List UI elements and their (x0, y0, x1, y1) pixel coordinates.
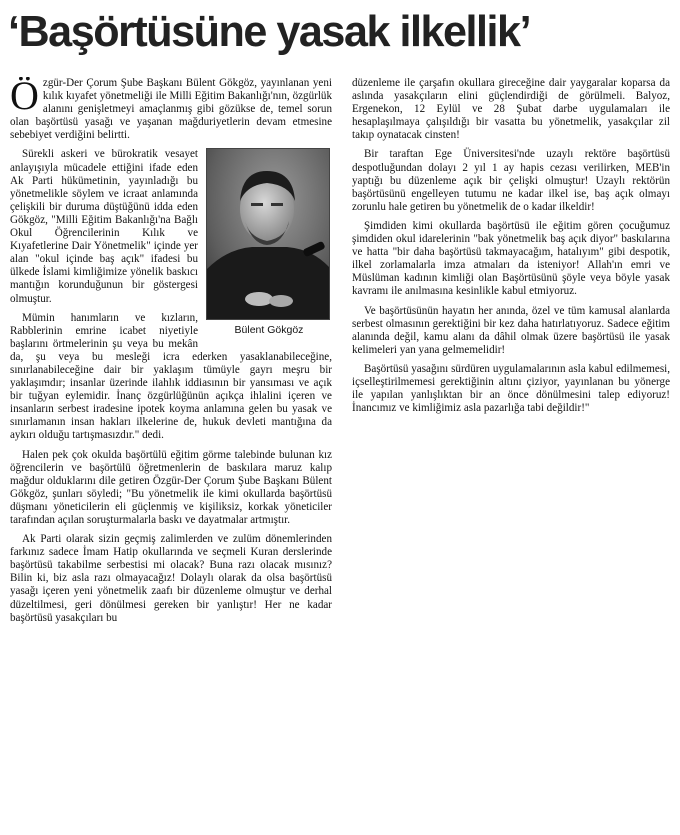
paragraph (10, 77, 332, 142)
left-column (10, 77, 332, 833)
paragraph: Ve başörtüsünün hayatın her anında, özel ve tüm kamusal alanlarda serbest olmasının gerektiğini bir kez daha hatırlatıyoruz. Sadece eğitim alanında değil, kamu alanı da dâhil olmak üzere başörtüsü ile yasak kelimeleri yan yana gelmemelidir! (352, 304, 670, 356)
dropcap: Ö (10, 77, 39, 118)
article-headline: ‘Başörtüsüne yasak ilkellik’ (8, 7, 531, 56)
paragraph: Sürekli askeri ve bürokratik vesayet anlayışıyla mücadele ettiğini ifade eden Ak Parti hükümetinin, yayınladığı bu yönetmelikle söylem ve icraat anlamında çelişkili bir duruma düştüğünü idda eden Gökgöz, "Milli Eğitim Bakanlığı'na Bağlı Okul Öğrencilerinin Kılık ve Kıyafetlerine Dair Yönetmelik" içinde yer alan "okul içinde baş açık" ifadesi bu ülkede İslami kimliğimize yönelik baskıcı mantığın korunduğunun bir göstergesi olmuştur. (10, 148, 198, 305)
paragraph: Şimdiden kimi okullarda başörtüsü ile eğitim gören çocuğumuz şimdiden okul idarelerinin "bak yönetmelik baş açık diyor" baskılarına ve hatta "bir daha başörtüsü takmayacağım, hatalıyım" gibi despotik, ilkel zorlamalarla imza atmaları da isteniyor! Allah'ın emri ve Müslüman kadının kimliği olan Başörtüsünü şöyle veya böyle yasak kavramı ile anılmasına kesinlikle kabul etmiyoruz. (352, 219, 670, 298)
portrait-photo (206, 148, 330, 320)
paragraph-text: zgür-Der Çorum Şube Başkanı Bülent Gökgöz, yayınlanan yeni kılık kıyafet yönetmeliği ile Milli Eğitim Bakanlığı'nın, özgürlük alanını genişletmeyi amaçlanmış gibi gözükse de, temel sorun olan başörtüsü yasağı ve yaşanan mağduriyetlerin devam etmesine sebebiyet verdiğini belirtti. (10, 77, 332, 142)
portrait-image (207, 149, 329, 319)
paragraph: Bir taraftan Ege Üniversitesi'nde uzaylı rektöre başörtüsü despotluğundan dolayı 2 yıl 1 ay hapis cezası verilirken, MEB'in yaptığı bu düzenleme açık bir çelişki olmuştur! Uzaylı rektörün başörtüsünü engelleyen tutumu ne kadar ilkel ise, baş açık olmayı zorunlu hale getiren bu yönetmelik de o kadar ilkeldir! (352, 148, 670, 213)
paragraph: Halen pek çok okulda başörtülü eğitim görme talebinde bulunan kız öğrencilerin ve başörtülü öğretmenlerin de baskılara maruz kalıp mağdur olduklarını dile getiren Özgür-Der Çorum Şube Başkanı Bülent Gökgöz, şunları söyledi; "Bu yönetmelik ile kimi okullarda başörtüsü düşmanı yöneticilerin eli güçlenmiş ve kişiliksiz, korkak yöneticiler tarafından açılan soruşturmalarla baskı ve dayatmalar artmıştır. (10, 448, 332, 526)
right-column (352, 77, 670, 487)
paragraph: Ak Parti olarak sizin geçmiş zalimlerden ve zulüm dönemlerinden farkınız sadece İmam Hatip okullarında ve seçmeli Kuran derslerinde başörtüsü takabilme serbestisi mi olacak? Buna razı olacak mısınız? Bilin ki, biz asla razı olmayacağız! Dolaylı olarak da olsa başörtüsü yasağı içeren yeni yönetmelik zaafı bir düzenleme olmuştur ve derhal düzeltilmesi, geri dönülmesi gereken bir yanlıştır! Her ne kadar başörtüsü yasakçıları bu (10, 533, 332, 624)
paragraph: düzenleme ile çarşafın okullara gireceğine dair yaygaralar koparsa da aslında yasakçıların elini güçlendirdiği de görülmeli. Balyoz, Ergenekon, 12 Eylül ve 28 Şubat darbe uygulamaları ile hesaplaşılmaya çalışıldığı bir vasatta bu yönetmelik, yasakçılar zil takıp oynatacak cinsten! (352, 77, 670, 142)
paragraph: Başörtüsü yasağını sürdüren uygulamalarının asla kabul edilmemesi, içselleştirilmemesi gerektiğinin altını çiziyor, yayınlanan bu yönerge ile yapılan yanlışlıktan bir an önce dönülmesini talep ediyoruz! İnancımız ve kimliğimiz asla pazarlığa tabi değildir!" (352, 362, 670, 415)
photo-figure (206, 148, 332, 337)
photo-caption: Bülent Gökgöz (234, 324, 304, 337)
paragraph: Mümin hanımların ve kızların, Rabblerinin emrine icabet niyetiyle başlarını örtmelerinin şu veya bu mekân da, şu veya bu mesleği icra ederken yasaklanabileceğine, sınırlanabileceğine dair bir yaklaşım tümüyle gayrı meşru bir yaklaşımdır; insanlar üzerinde ilahlık iddiasının bir yansıması ve açık bir tuğyan eylemidir. İnanç özgürlüğünün açıkça ihlalini içeren ve insanların serbest iradesine ipotek koyma anlamına gelen bu yasak ve sınırlamanın insan hakları ilkelerine de, hukuk devleti mantığına da aykırı olduğu tartışmasızdır." dedi. (10, 311, 332, 442)
